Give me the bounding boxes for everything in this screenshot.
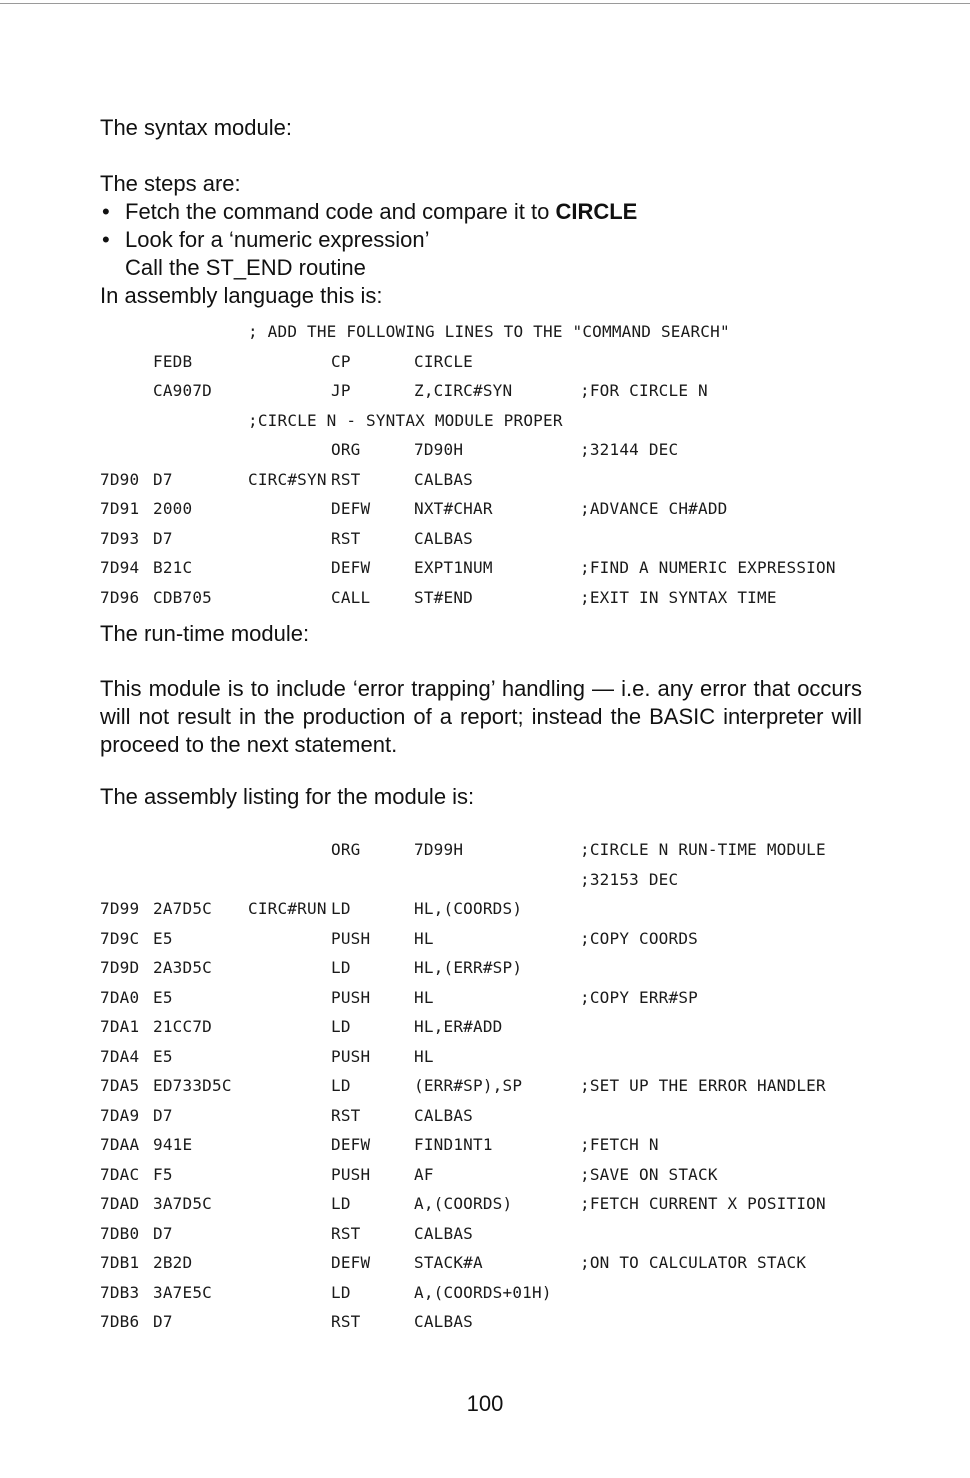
code-address: 7DA0 [100,987,140,1007]
code-address: 7D9C [100,928,140,948]
code-bytes: B21C [153,558,193,577]
code-line [0,436,970,466]
code-line [0,836,970,866]
code-mnemonic: RST [331,1312,361,1331]
steps-list [100,198,862,254]
code-bytes: F5 [153,1164,173,1184]
top-rule [0,3,970,4]
bullet-dot-icon: • [102,227,110,252]
code-line [0,466,970,496]
code-note-line [0,318,970,348]
step-1-text: Fetch the command code and compare it to [125,199,556,224]
runtime-code-listing [0,836,970,1338]
code-address: 7DA1 [100,1017,140,1036]
code-comment: ;ADVANCE CH#ADD [580,499,728,518]
code-operand: A,(COORDS) [414,1194,513,1213]
code-operand: Z,CIRC#SYN [414,381,513,400]
code-mnemonic: DEFW [331,499,371,518]
runtime-module-heading: The run-time module: [100,621,310,646]
step-3-text: Call the ST_END routine [125,255,366,280]
code-address: 7DB6 [100,1312,140,1331]
code-bytes: 941E [153,1135,193,1154]
code-address: 7D90 [100,469,140,489]
code-address: 7DB1 [100,1253,140,1272]
code-operand: A,(COORDS+01H) [414,1282,552,1302]
code-mnemonic: DEFW [331,1253,371,1272]
code-operand: NXT#CHAR [414,499,493,518]
code-line [0,984,970,1014]
code-comment: ;EXIT IN SYNTAX TIME [580,587,777,607]
code-address: 7D93 [100,528,140,548]
code-comment: ;SAVE ON STACK [580,1164,718,1184]
code-bytes: FEDB [153,351,193,371]
code-mnemonic: LD [331,899,351,918]
code-address: 7DA5 [100,1076,140,1095]
code-line [0,348,970,378]
code-mnemonic: PUSH [331,987,371,1007]
code-bytes: 2B2D [153,1253,193,1272]
code-note-line [0,407,970,437]
code-comment: ;32144 DEC [580,440,679,459]
code-operand: ST#END [414,587,473,607]
page-number: 100 [466,1391,504,1416]
code-address: 7DB0 [100,1223,140,1243]
code-operand: HL [414,987,434,1007]
code-note: ; ADD THE FOLLOWING LINES TO THE "COMMAND SEARCH" [248,322,730,341]
code-line [0,1131,970,1161]
code-label: CIRC#SYN [248,469,327,489]
code-operand: HL [414,928,434,948]
code-mnemonic: DEFW [331,558,371,577]
code-bytes: 3A7E5C [153,1282,212,1302]
code-comment: ;SET UP THE ERROR HANDLER [580,1076,826,1095]
code-bytes: CDB705 [153,587,212,607]
code-comment: ;FETCH N [580,1135,659,1154]
code-bytes: 2000 [153,499,193,518]
code-comment: ;ON TO CALCULATOR STACK [580,1253,807,1272]
code-bytes: ED733D5C [153,1076,232,1095]
code-bytes: 21CC7D [153,1017,212,1036]
code-mnemonic: LD [331,1017,351,1036]
code-line [0,1102,970,1132]
code-address: 7DAD [100,1194,140,1213]
code-mnemonic: CALL [331,587,371,607]
step-item-1 [100,198,862,226]
code-bytes: D7 [153,528,173,548]
code-mnemonic: RST [331,469,361,489]
code-comment: ;FOR CIRCLE N [580,381,708,400]
code-operand: HL [414,1046,434,1066]
code-operand: EXPT1NUM [414,558,493,577]
code-operand: HL,ER#ADD [414,1017,503,1036]
code-operand: STACK#A [414,1253,483,1272]
code-line [0,1043,970,1073]
step-item-2 [100,226,862,254]
code-bytes: E5 [153,987,173,1007]
code-line [0,1279,970,1309]
code-bytes: D7 [153,1312,173,1331]
code-mnemonic: PUSH [331,1046,371,1066]
code-operand: CALBAS [414,1312,473,1331]
code-mnemonic: ORG [331,840,361,859]
code-mnemonic: LD [331,1282,351,1302]
code-label: CIRC#RUN [248,899,327,918]
code-comment: ;COPY COORDS [580,928,698,948]
code-operand: FIND1NT1 [414,1135,493,1154]
code-mnemonic: RST [331,1223,361,1243]
code-comment: ;32153 DEC [580,869,679,889]
code-line [0,925,970,955]
code-operand: HL,(ERR#SP) [414,958,523,977]
code-bytes: 2A3D5C [153,958,212,977]
steps-intro: The steps are: [100,171,241,196]
syntax-module-heading: The syntax module: [100,115,292,140]
code-address: 7DA9 [100,1105,140,1125]
code-address: 7D9D [100,958,140,977]
code-line [0,1249,970,1279]
code-address: 7DAA [100,1135,140,1154]
code-comment: ;FETCH CURRENT X POSITION [580,1194,826,1213]
code-line [0,525,970,555]
code-line [0,954,970,984]
code-bytes: E5 [153,1046,173,1066]
code-bytes: 3A7D5C [153,1194,212,1213]
code-mnemonic: LD [331,1194,351,1213]
code-line [0,1220,970,1250]
code-operand: CALBAS [414,1223,473,1243]
code-line [0,866,970,896]
code-mnemonic: DEFW [331,1135,371,1154]
code-line [0,895,970,925]
code-comment: ;COPY ERR#SP [580,987,698,1007]
code-line [0,1072,970,1102]
code-line [0,495,970,525]
code-mnemonic: CP [331,351,351,371]
code-bytes: D7 [153,1223,173,1243]
code-mnemonic: PUSH [331,1164,371,1184]
code-mnemonic: LD [331,958,351,977]
code-line [0,1190,970,1220]
code-address: 7DB3 [100,1282,140,1302]
code-mnemonic: LD [331,1076,351,1095]
code-mnemonic: PUSH [331,928,371,948]
code-mnemonic: RST [331,528,361,548]
code-comment: ;FIND A NUMERIC EXPRESSION [580,558,836,577]
code-note: ;CIRCLE N - SYNTAX MODULE PROPER [248,410,563,430]
code-line [0,584,970,614]
code-line [0,377,970,407]
runtime-paragraph: This module is to include ‘error trapping’ handling — i.e. any error that occurs will not result in the production of a report; instead the BASIC interpreter will proceed to the next statement. [100,676,862,757]
code-line [0,1013,970,1043]
code-line [0,1308,970,1338]
code-address: 7D96 [100,587,140,607]
code-address: 7D94 [100,558,140,577]
code-operand: CIRCLE [414,351,473,371]
code-line [0,1161,970,1191]
code-mnemonic: JP [331,381,351,400]
code-bytes: D7 [153,469,173,489]
code-mnemonic: ORG [331,440,361,459]
code-operand: HL,(COORDS) [414,899,523,918]
code-address: 7DA4 [100,1046,140,1066]
code-address: 7D99 [100,899,140,918]
code-operand: 7D90H [414,440,464,459]
step-2-text: Look for a ‘numeric expression’ [125,227,430,252]
code-address: 7DAC [100,1164,140,1184]
step-1-keyword: CIRCLE [555,199,638,224]
code-bytes: CA907D [153,381,212,400]
code-bytes: 2A7D5C [153,899,212,918]
code-operand: (ERR#SP),SP [414,1076,523,1095]
assembly-intro: In assembly language this is: [100,283,383,308]
code-operand: CALBAS [414,1105,473,1125]
code-operand: AF [414,1164,434,1184]
code-bytes: E5 [153,928,173,948]
code-address: 7D91 [100,499,140,518]
listing-intro: The assembly listing for the module is: [100,784,475,809]
code-operand: 7D99H [414,840,464,859]
code-operand: CALBAS [414,469,473,489]
code-bytes: D7 [153,1105,173,1125]
code-comment: ;CIRCLE N RUN-TIME MODULE [580,840,826,859]
code-mnemonic: RST [331,1105,361,1125]
code-line [0,554,970,584]
bullet-dot-icon: • [102,199,110,224]
code-operand: CALBAS [414,528,473,548]
syntax-code-listing [0,318,970,613]
